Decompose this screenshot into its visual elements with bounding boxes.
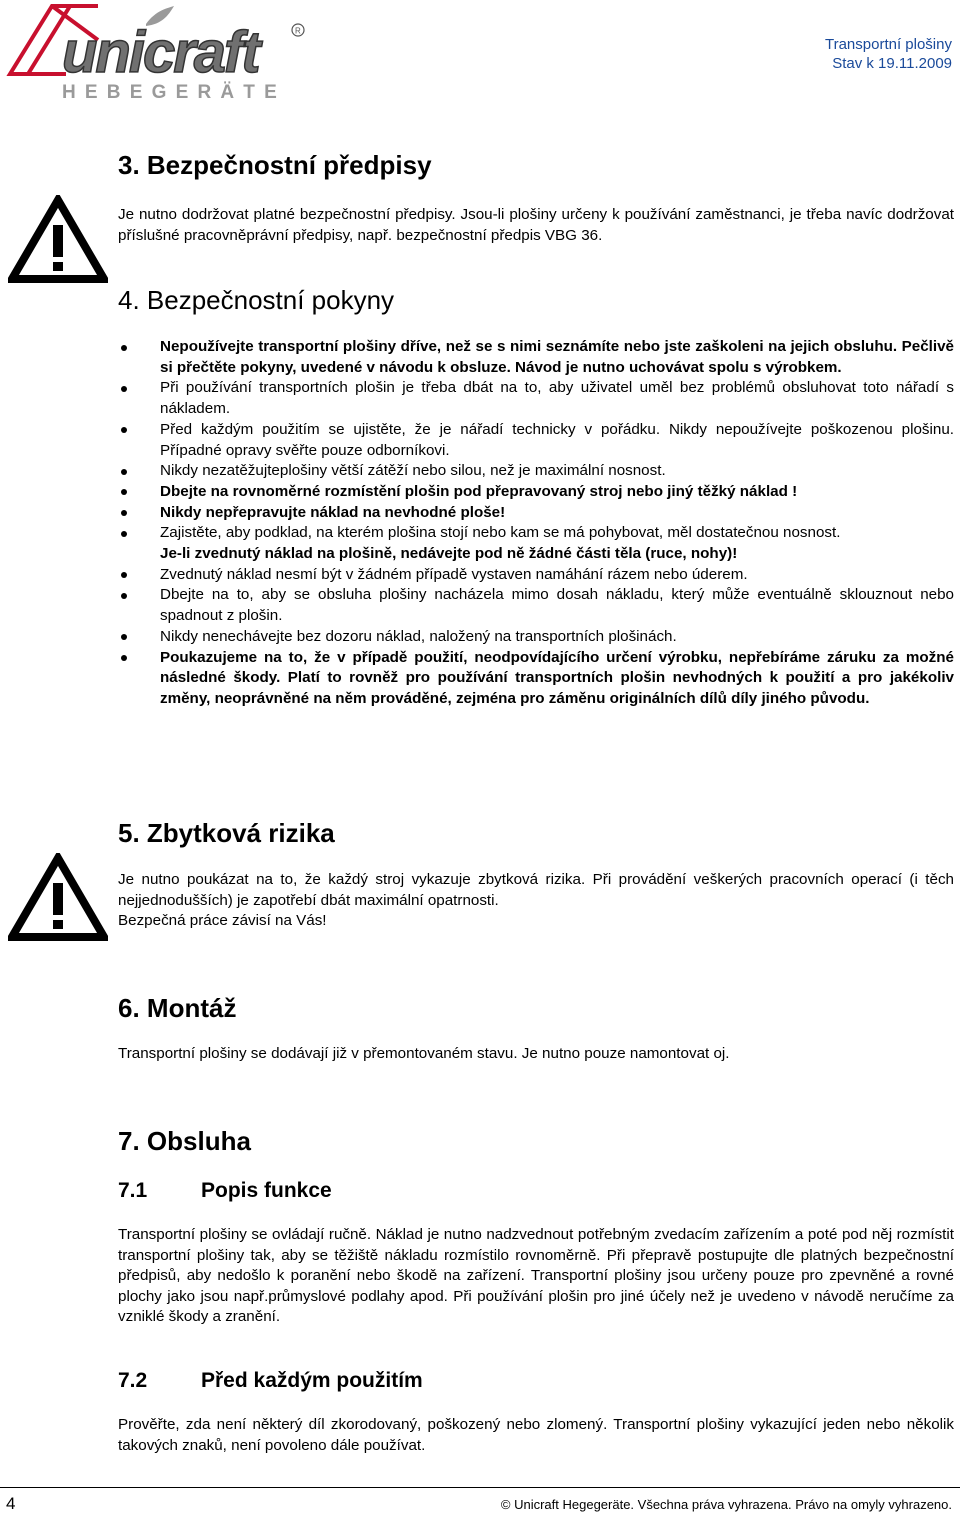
list-item: Nikdy nenechávejte bez dozoru náklad, naložený na transportních plošinách. <box>118 627 954 648</box>
svg-text:unicraft: unicraft <box>62 20 259 85</box>
section-5-text: Je nutno poukázat na to, že každý stroj vykazuje zbytková rizika. Při provádění veškerých pracovních operací (i těch nejjednodušších) je zapotřebí dbát maximální opatrnosti. Bezpečná práce závisí na Vás! <box>118 871 954 929</box>
subsection-7-2-heading: 7.2 Před každým použitím <box>118 1369 423 1392</box>
warning-triangle-icon <box>8 195 108 285</box>
subsection-7-2-text: Prověřte, zda není některý díl zkorodovaný, poškozený nebo zlomený. Transportní plošiny vykazující jeden nebo několik takových znaků, není povoleno dále používat. <box>118 1416 954 1454</box>
doc-date: Stav k 19.11.2009 <box>832 55 952 72</box>
list-item: Zajistěte, aby podklad, na kterém plošina stojí nebo kam se má pohybovat, měl dostatečnou nosnost. Je-li zvednutý náklad na plošině, nedávejte pod ně žádné části těla (ruce, nohy)! <box>118 523 954 564</box>
section-7-heading: 7. Obsluha <box>118 1126 251 1156</box>
warning-triangle-icon <box>8 853 108 943</box>
brand-subtitle: HEBEGERÄTE <box>62 82 286 103</box>
subsection-7-1-text: Transportní plošiny se ovládají ručně. Náklad je nutno nadzvednout potřebným zvedacím zařízením a poté pod něj rozmístit transportní plošiny tak, aby se těžiště nákladu rozmístilo rovnoměrně. Při přepravě postupujte dle platných bezpečnostní předpisů, aby nedošlo k poranění nebo škodě na zařízení. Transportní plošiny jsou určeny pouze pro zpevněné a rovné plochy jako jsou např.průmyslové podlahy apod. Při používání plošin pro jiné účely než je uvedeno v návodě neručíme za vzniklé škody a zranění. <box>118 1226 954 1325</box>
svg-text:R: R <box>295 26 301 36</box>
section-3-heading: 3. Bezpečnostní předpisy <box>118 150 432 180</box>
list-item: Dbejte na rovnoměrné rozmístění plošin pod přepravovaný stroj nebo jiný těžký náklad ! <box>118 482 954 503</box>
section-4-heading: 4. Bezpečnostní pokyny <box>118 285 395 315</box>
list-item: Nepoužívejte transportní plošiny dříve, než se s nimi seznámíte nebo jste zaškoleni na jejich obsluhu. Pečlivě si přečtěte pokyny, uvedené v návodu k obsluze. Návod je nutno uchovávat spolu s výrobkem. <box>118 337 954 378</box>
document-header <box>825 35 952 73</box>
subsection-7-1-heading: 7.1 Popis funkce <box>118 1179 332 1202</box>
safety-instructions-list <box>118 337 954 710</box>
section-5-heading: 5. Zbytková rizika <box>118 818 335 848</box>
list-item: Při používání transportních plošin je třeba dbát na to, aby uživatel uměl bez problémů obsluhovat toto nářadí s nákladem. <box>118 378 954 419</box>
list-item: Nikdy nepřepravujte náklad na nevhodné ploše! <box>118 503 954 524</box>
footer-copyright: © Unicraft Hegegeräte. Všechna práva vyhrazena. Právo na omyly vyhrazeno. <box>500 1497 952 1512</box>
list-item: Zvednutý náklad nesmí být v žádném případě vystaven namáhání rázem nebo úderem. <box>118 565 954 586</box>
list-item: Před každým použitím se ujistěte, že je nářadí technicky v pořádku. Nikdy nepoužívejte poškozenou plošinu. Případné opravy svěřte pouze odborníkovi. <box>118 420 954 461</box>
section-3-text: Je nutno dodržovat platné bezpečnostní předpisy. Jsou-li plošiny určeny k používání zaměstnanci, je třeba navíc dodržovat příslušné pracovněprávní předpisy, např. bezpečnostní předpis VBG 36. <box>118 206 954 244</box>
section-6-heading: 6. Montáž <box>118 993 237 1023</box>
doc-title: Transportní plošiny <box>824 36 952 53</box>
section-6-text: Transportní plošiny se dodávají již v přemontovaném stavu. Je nutno pouze namontovat oj. <box>118 1045 730 1062</box>
list-item: Poukazujeme na to, že v případě použití, neodpovídajícího určení výrobku, nepřebíráme záruku za možné následné škody. Platí to rovněž pro používání transportních plošin nevhodných k použití a pro jakékoliv změny, neoprávněné na něm prováděné, zejména pro záměnu originálních dílů díly jiného původu. <box>118 648 954 710</box>
footer-divider <box>0 1487 960 1488</box>
list-item: Nikdy nezatěžujteplošiny větší zátěží nebo silou, než je maximální nosnost. <box>118 461 954 482</box>
list-item: Dbejte na to, aby se obsluha plošiny nacházela mimo dosah nákladu, který může eventuálně sklouznout nebo spadnout z plošin. <box>118 585 954 626</box>
page-number: 4 <box>6 1494 16 1513</box>
